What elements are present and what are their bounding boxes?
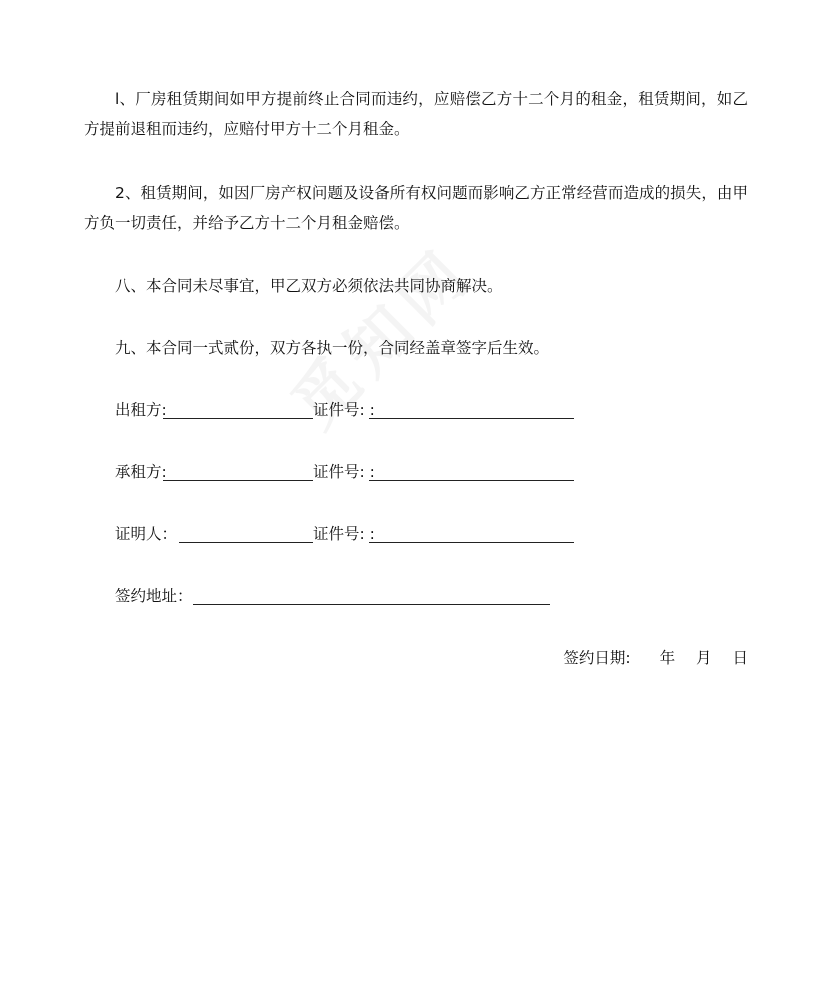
clause-unresolved-matters: 八、本合同未尽事宜，甲乙双方必须依法共同协商解决。 (115, 277, 503, 295)
month-label: 月 (696, 649, 712, 667)
clause-copies-effectiveness: 九、本合同一式贰份，双方各执一份，合同经盖章签字后生效。 (115, 339, 550, 357)
witness-name-blank[interactable] (179, 522, 313, 543)
lessor-name-blank[interactable] (163, 398, 313, 419)
signing-date-label: 签约日期: (563, 649, 631, 667)
address-label: 签约地址： (115, 587, 193, 605)
lessor-id-label: 证件号: : (313, 401, 375, 419)
clause-breach-compensation: l、厂房租赁期间如甲方提前终止合同而违约，应赔偿乙方十二个月的租金，租赁期间，如乙方提前退租而违约，应赔付甲方十二个月租金。 (84, 90, 748, 138)
clause-property-rights-loss: 2、租赁期间，如因厂房产权问题及设备所有权问题而影响乙方正常经营而造成的损失，由甲方负一切责任，并给予乙方十二个月租金赔偿。 (84, 184, 748, 232)
lessee-id-blank[interactable] (369, 460, 574, 481)
address-blank[interactable] (193, 584, 550, 605)
lessee-id-label: 证件号: : (313, 463, 375, 481)
year-label: 年 (659, 649, 676, 667)
lessee-name-blank[interactable] (163, 460, 313, 481)
day-label: 日 (732, 649, 748, 667)
witness-label: 证明人： (115, 525, 178, 543)
lessee-label: 承租方: (115, 463, 167, 481)
lessor-label: 出租方: (115, 401, 167, 419)
signing-date (563, 646, 748, 670)
lessor-id-blank[interactable] (369, 398, 574, 419)
witness-id-blank[interactable] (369, 522, 574, 543)
witness-id-label: 证件号: : (313, 525, 375, 543)
